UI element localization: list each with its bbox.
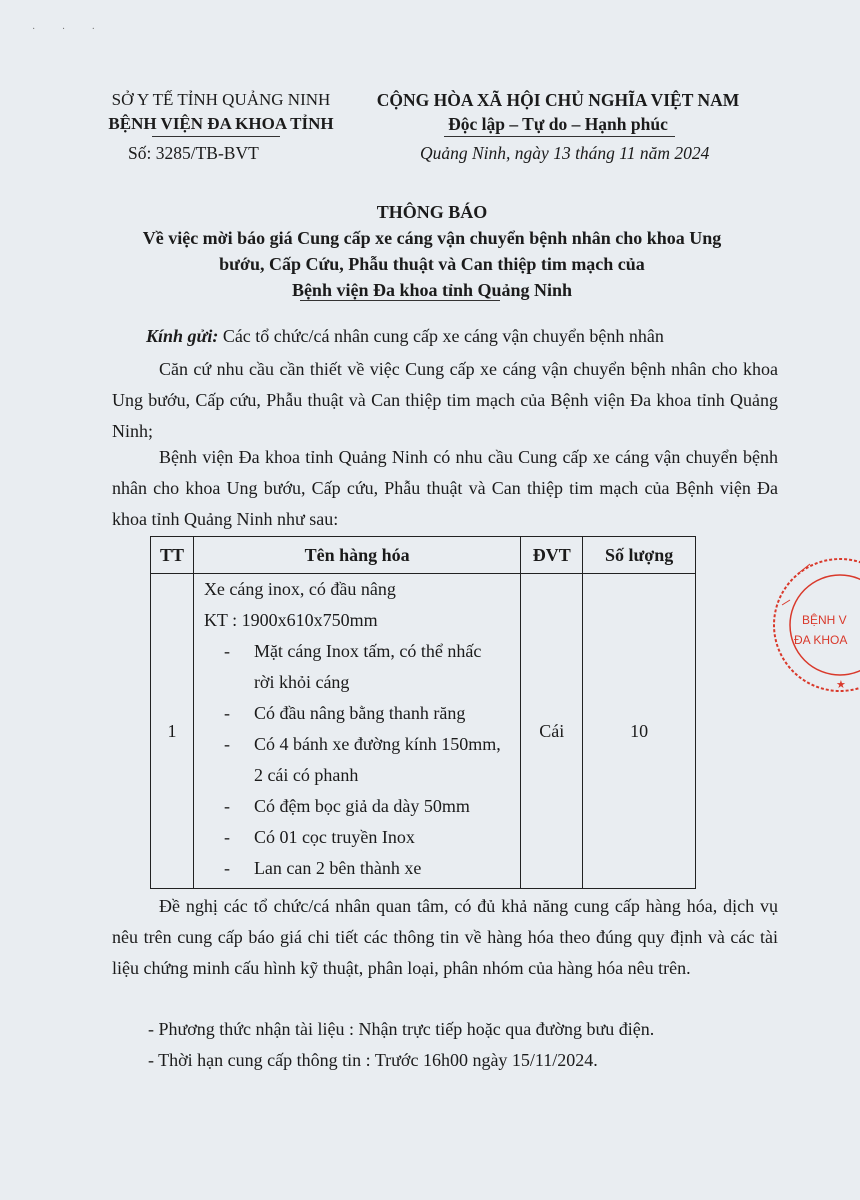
paragraph-3-text: Đề nghị các tổ chức/cá nhân quan tâm, có đủ khả năng cung cấp hàng hóa, dịch vụ nêu trên cung cấp báo giá chi tiết các thông tin về hàng hóa theo đúng quy định và các tài liệu chứng minh cấu hình kỹ thuật, phân loại, phân nhóm của hàng hóa nêu trên. <box>112 896 778 978</box>
paragraph-1-text: Căn cứ nhu cầu cần thiết về việc Cung cấp xe cáng vận chuyển bệnh nhân cho khoa Ung bướu, Cấp cứu, Phẫu thuật và Can thiệp tim mạch của Bệnh viện Đa khoa tỉnh Quảng Ninh; <box>112 359 778 441</box>
department-name: SỞ Y TẾ TỈNH QUẢNG NINH <box>111 90 331 109</box>
header-left <box>88 88 354 136</box>
country-name: CỘNG HÒA XÃ HỘI CHỦ NGHĨA VIỆT NAM <box>376 90 740 110</box>
table-row <box>151 574 696 889</box>
cell-tt: 1 <box>151 574 194 889</box>
col-header-unit: ĐVT <box>521 537 583 574</box>
title-sub-3: Bệnh viện Đa khoa tỉnh Quảng Ninh <box>291 280 573 300</box>
hospital-name: BỆNH VIỆN ĐA KHOA TỈNH <box>108 114 334 133</box>
list-item: - Có đầu nâng bằng thanh răng <box>223 703 466 723</box>
list-item: - Có 4 bánh xe đường kính 150mm, 2 cái có phanh <box>223 734 501 785</box>
title-sub-2: bướu, Cấp Cứu, Phẫu thuật và Can thiệp tim mạch của <box>219 254 645 274</box>
list-item: - Có 01 cọc truyền Inox <box>223 827 415 847</box>
header-left-underline <box>152 136 280 137</box>
document-date: Quảng Ninh, ngày 13 tháng 11 năm 2024 <box>420 143 710 163</box>
recipient-line <box>112 321 778 352</box>
paragraph-1 <box>112 354 778 447</box>
paragraph-5-text: - Thời hạn cung cấp thông tin : Trước 16h00 ngày 15/11/2024. <box>148 1050 598 1070</box>
official-stamp <box>760 560 860 690</box>
stamp-star-icon: ★ <box>836 679 846 691</box>
cell-description <box>193 574 520 889</box>
paragraph-3 <box>112 891 778 984</box>
motto: Độc lập – Tự do – Hạnh phúc <box>448 114 668 134</box>
paragraph-2 <box>112 442 778 535</box>
goods-table <box>150 536 696 889</box>
list-item: - Có đệm bọc giả da dày 50mm <box>223 796 470 816</box>
col-header-quantity: Số lượng <box>583 537 696 574</box>
paragraph-2-text: Bệnh viện Đa khoa tỉnh Quảng Ninh có nhu cầu Cung cấp xe cáng vận chuyển bệnh nhân cho khoa Ung bướu, Cấp cứu, Phẫu thuật và Can thiệp tim mạch của Bệnh viện Đa khoa tỉnh Quảng Ninh như sau: <box>112 447 778 529</box>
list-item: - Mặt cáng Inox tấm, có thể nhấc rời khỏi cáng <box>223 641 482 692</box>
document-number: Số: 3285/TB-BVT <box>128 143 259 163</box>
paragraph-4 <box>112 1014 778 1045</box>
motto-underline <box>444 136 675 137</box>
paragraph-4-text: - Phương thức nhận tài liệu : Nhận trực tiếp hoặc qua đường bưu điện. <box>148 1019 655 1039</box>
recipient-label: Kính gửi: <box>146 326 219 346</box>
item-size: KT : 1900x610x750mm <box>203 610 378 630</box>
stamp-text-2: ĐA KHOA <box>794 633 848 647</box>
recipient-text: Các tổ chức/cá nhân cung cấp xe cáng vận chuyển bệnh nhân <box>222 326 664 346</box>
stamp-text-1: BỆNH V <box>802 613 847 627</box>
title-main: THÔNG BÁO <box>376 202 488 222</box>
col-header-tt: TT <box>151 537 194 574</box>
scan-specks: · · · <box>32 24 107 35</box>
title-block <box>108 199 756 303</box>
title-underline <box>300 300 500 301</box>
table-header-row <box>151 537 696 574</box>
title-sub-1: Về việc mời báo giá Cung cấp xe cáng vận chuyển bệnh nhân cho khoa Ung <box>142 228 722 248</box>
paragraph-5 <box>112 1045 778 1076</box>
cell-unit: Cái <box>521 574 583 889</box>
list-item: - Lan can 2 bên thành xe <box>223 858 422 878</box>
item-name: Xe cáng inox, có đầu nâng <box>203 579 396 599</box>
col-header-name: Tên hàng hóa <box>193 537 520 574</box>
cell-quantity: 10 <box>583 574 696 889</box>
header-right <box>358 88 758 136</box>
